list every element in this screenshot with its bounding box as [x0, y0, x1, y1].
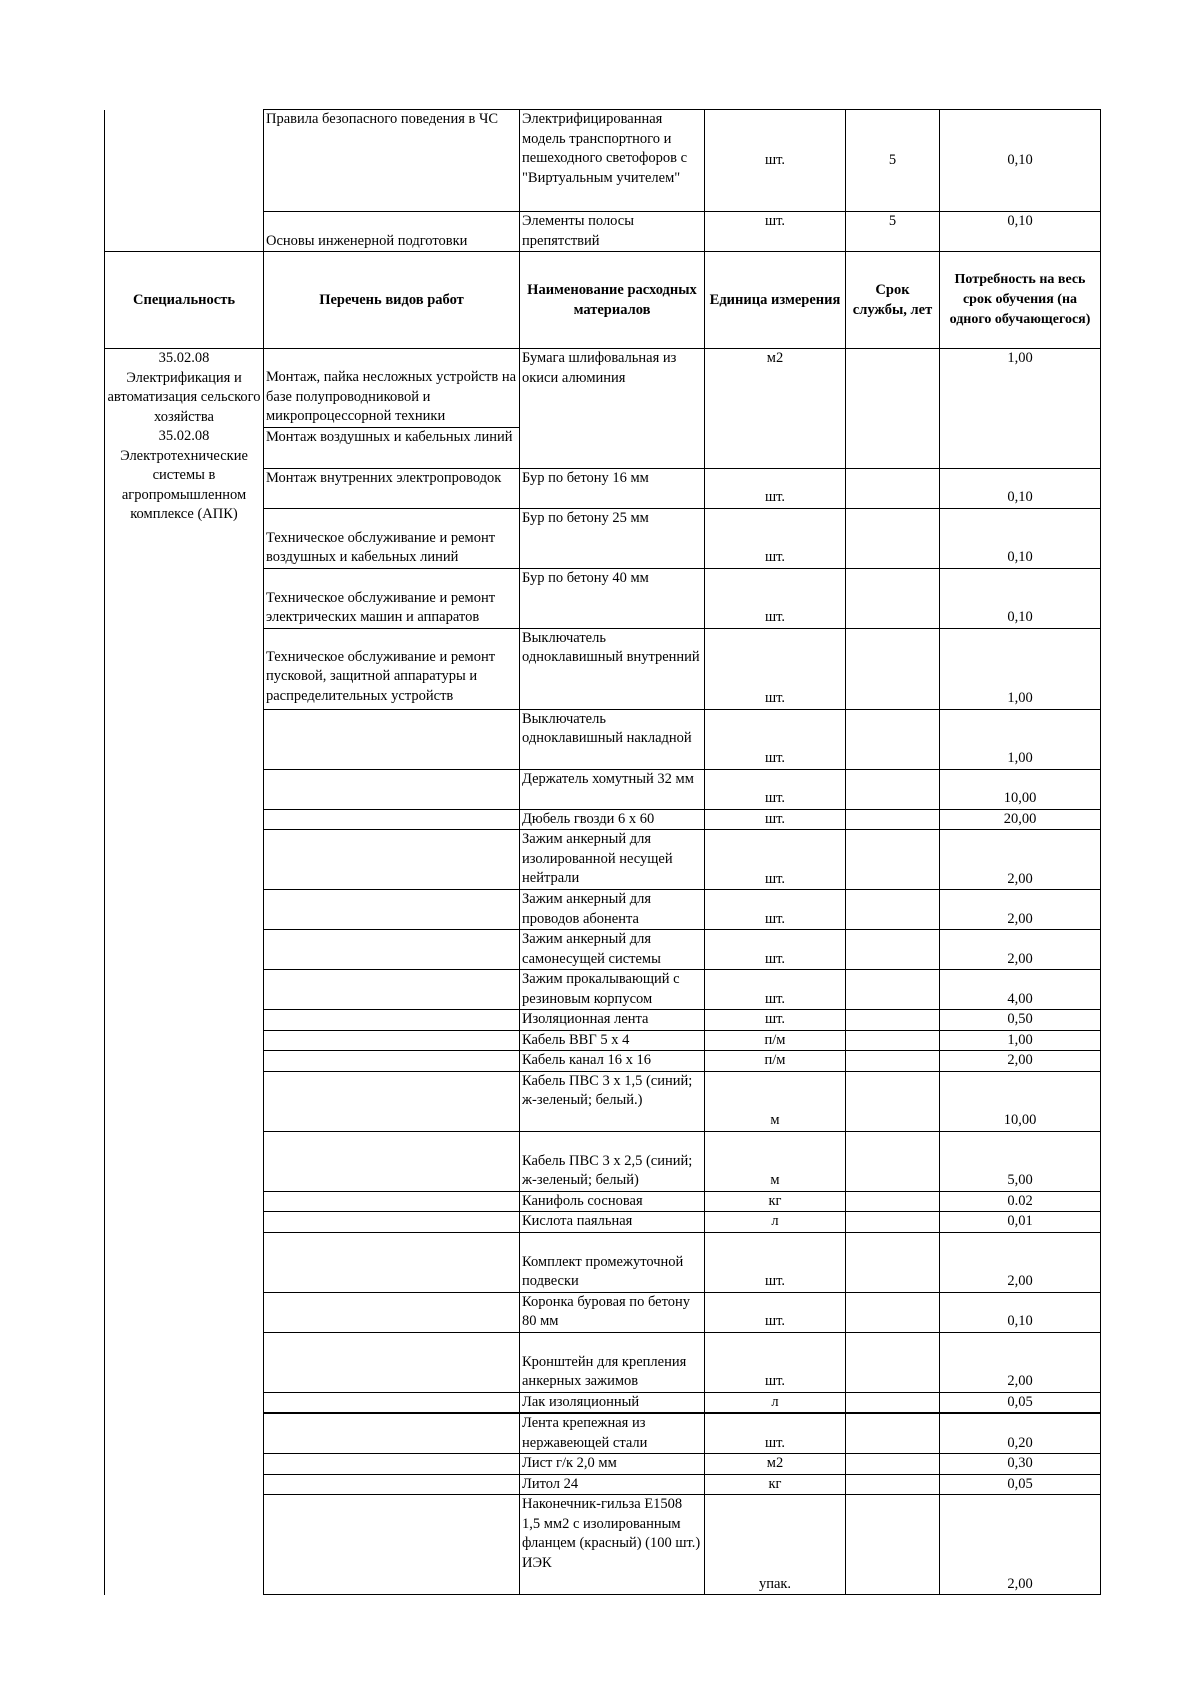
material-cell: Наконечник-гильза Е1508 1,5 мм2 с изолированным фланцем (красный) (100 шт.) ИЭК	[520, 1495, 705, 1595]
material-cell: Бур по бетону 40 мм	[520, 568, 705, 628]
life-cell	[846, 1030, 940, 1051]
unit-cell: шт.	[705, 1292, 846, 1332]
work-cell: Техническое обслуживание и ремонт пусковой, защитной аппаратуры и распределительных устройств	[264, 628, 520, 709]
unit-cell: шт.	[705, 970, 846, 1010]
unit-cell: л	[705, 1392, 846, 1413]
material-cell: Держатель хомутный 32 мм	[520, 769, 705, 809]
life-cell	[846, 628, 940, 709]
work-cell	[264, 1131, 520, 1191]
need-cell: 0,05	[940, 1474, 1101, 1495]
life-cell	[846, 1495, 940, 1595]
specialty-cell	[105, 349, 264, 1595]
need-cell: 0,10	[940, 1292, 1101, 1332]
need-cell: 0,05	[940, 1392, 1101, 1413]
material-cell: Кронштейн для крепления анкерных зажимов	[520, 1332, 705, 1392]
unit-cell: шт.	[705, 1010, 846, 1031]
unit-cell: шт.	[705, 628, 846, 709]
life-cell	[846, 769, 940, 809]
life-cell	[846, 1191, 940, 1212]
material-cell: Кабель ПВС 3 х 2,5 (синий; ж-зеленый; белый)	[520, 1131, 705, 1191]
header-row	[105, 252, 1101, 349]
unit-cell: м2	[705, 349, 846, 469]
work-cell	[264, 809, 520, 830]
material-cell: Зажим прокалывающий с резиновым корпусом	[520, 970, 705, 1010]
unit-cell: м2	[705, 1454, 846, 1475]
life-cell	[846, 568, 940, 628]
life-cell	[846, 349, 940, 469]
unit-cell: шт.	[705, 1413, 846, 1454]
life-cell	[846, 1332, 940, 1392]
material-cell: Электрифицированная модель транспортного и пешеходного светофоров с "Виртуальным учителем"	[520, 110, 705, 212]
unit-cell: шт.	[705, 468, 846, 508]
life-cell	[846, 970, 940, 1010]
material-cell: Лак изоляционный	[520, 1392, 705, 1413]
unit-cell: шт.	[705, 709, 846, 769]
material-cell: Канифоль сосновая	[520, 1191, 705, 1212]
need-cell: 0,10	[940, 110, 1101, 212]
unit-cell: упак.	[705, 1495, 846, 1595]
work-cell	[264, 1392, 520, 1413]
life-cell	[846, 930, 940, 970]
need-cell: 0,01	[940, 1212, 1101, 1233]
need-cell: 0,10	[940, 508, 1101, 568]
work-cell: Правила безопасного поведения в ЧС	[264, 110, 520, 212]
unit-cell: шт.	[705, 110, 846, 212]
specialty-code: 35.02.08	[158, 350, 210, 366]
need-cell: 1,00	[940, 628, 1101, 709]
need-cell: 2,00	[940, 890, 1101, 930]
unit-cell: шт.	[705, 809, 846, 830]
need-cell: 0,10	[940, 468, 1101, 508]
life-cell	[846, 1232, 940, 1292]
work-cell	[264, 1030, 520, 1051]
work-cell	[264, 769, 520, 809]
work-cell	[264, 709, 520, 769]
work-cell	[264, 1010, 520, 1031]
life-cell: 5	[846, 110, 940, 212]
material-cell: Комплект промежуточной подвески	[520, 1232, 705, 1292]
work-cell	[264, 1051, 520, 1072]
unit-cell: п/м	[705, 1051, 846, 1072]
material-cell: Выключатель одноклавишный внутренний	[520, 628, 705, 709]
unit-cell: шт.	[705, 769, 846, 809]
life-cell	[846, 890, 940, 930]
unit-cell: м	[705, 1131, 846, 1191]
unit-cell: шт.	[705, 568, 846, 628]
material-cell: Литол 24	[520, 1474, 705, 1495]
life-cell: 5	[846, 212, 940, 252]
need-cell: 4,00	[940, 970, 1101, 1010]
material-cell: Зажим анкерный для изолированной несущей нейтрали	[520, 830, 705, 890]
material-cell: Коронка буровая по бетону 80 мм	[520, 1292, 705, 1332]
unit-cell: шт.	[705, 508, 846, 568]
unit-cell: шт.	[705, 830, 846, 890]
need-cell: 1,00	[940, 1030, 1101, 1051]
unit-cell: м	[705, 1071, 846, 1131]
work-cell	[264, 1292, 520, 1332]
material-cell: Изоляционная лента	[520, 1010, 705, 1031]
life-cell	[846, 1474, 940, 1495]
need-cell: 0,30	[940, 1454, 1101, 1475]
life-cell	[846, 1131, 940, 1191]
life-cell	[846, 1392, 940, 1413]
unit-cell: л	[705, 1212, 846, 1233]
work-cell	[264, 930, 520, 970]
life-cell	[846, 508, 940, 568]
specialty-name: Электрификация и автоматизация сельского хозяйства	[107, 369, 261, 425]
need-cell: 10,00	[940, 1071, 1101, 1131]
work-cell	[264, 1474, 520, 1495]
work-cell	[264, 1454, 520, 1475]
work-cell: Основы инженерной подготовки	[264, 212, 520, 252]
specialty-name: Электротехнические системы в агропромышленном комплексе (АПК)	[120, 447, 248, 522]
work-cell: Монтаж, пайка несложных устройств на базе полупроводниковой и микропроцессорной техники	[264, 349, 520, 428]
life-cell	[846, 809, 940, 830]
life-cell	[846, 1212, 940, 1233]
work-cell	[264, 1495, 520, 1595]
header-unit: Единица измерения	[705, 252, 846, 349]
life-cell	[846, 709, 940, 769]
work-cell	[264, 970, 520, 1010]
header-works: Перечень видов работ	[264, 252, 520, 349]
need-cell: 2,00	[940, 1051, 1101, 1072]
life-cell	[846, 1454, 940, 1475]
material-cell: Кабель канал 16 х 16	[520, 1051, 705, 1072]
need-cell: 20,00	[940, 809, 1101, 830]
need-cell: 1,00	[940, 349, 1101, 469]
material-cell: Бумага шлифовальная из окиси алюминия	[520, 349, 705, 469]
work-cell: Техническое обслуживание и ремонт воздушных и кабельных линий	[264, 508, 520, 568]
header-materials: Наименование расходных материалов	[520, 252, 705, 349]
need-cell: 2,00	[940, 1495, 1101, 1595]
need-cell: 2,00	[940, 830, 1101, 890]
material-cell: Кабель ПВС 3 х 1,5 (синий; ж-зеленый; белый.)	[520, 1071, 705, 1131]
material-cell: Зажим анкерный для самонесущей системы	[520, 930, 705, 970]
materials-table	[104, 109, 1101, 1595]
material-cell: Элементы полосы препятствий	[520, 212, 705, 252]
need-cell: 0,20	[940, 1413, 1101, 1454]
life-cell	[846, 1051, 940, 1072]
work-cell	[264, 1332, 520, 1392]
unit-cell: шт.	[705, 1332, 846, 1392]
life-cell	[846, 1010, 940, 1031]
life-cell	[846, 1071, 940, 1131]
unit-cell: шт.	[705, 1232, 846, 1292]
life-cell	[846, 468, 940, 508]
unit-cell: шт.	[705, 890, 846, 930]
material-cell: Зажим анкерный для проводов абонента	[520, 890, 705, 930]
material-cell: Бур по бетону 16 мм	[520, 468, 705, 508]
life-cell	[846, 1292, 940, 1332]
unit-cell: шт.	[705, 930, 846, 970]
work-cell	[264, 1232, 520, 1292]
material-cell: Лента крепежная из нержавеющей стали	[520, 1413, 705, 1454]
need-cell: 0,10	[940, 568, 1101, 628]
specialty-code: 35.02.08	[158, 428, 210, 444]
need-cell: 10,00	[940, 769, 1101, 809]
need-cell: 2,00	[940, 1232, 1101, 1292]
material-cell: Кабель ВВГ 5 х 4	[520, 1030, 705, 1051]
need-cell: 5,00	[940, 1131, 1101, 1191]
table-row	[105, 110, 1101, 212]
need-cell: 0,10	[940, 212, 1101, 252]
need-cell: 0,50	[940, 1010, 1101, 1031]
material-cell: Бур по бетону 25 мм	[520, 508, 705, 568]
work-cell	[264, 890, 520, 930]
unit-cell: кг	[705, 1474, 846, 1495]
work-cell	[264, 1071, 520, 1131]
work-cell: Монтаж воздушных и кабельных линий	[264, 427, 520, 468]
specialty-cell-empty	[105, 110, 264, 252]
need-cell: 2,00	[940, 930, 1101, 970]
need-cell: 2,00	[940, 1332, 1101, 1392]
need-cell: 1,00	[940, 709, 1101, 769]
work-cell	[264, 1413, 520, 1454]
unit-cell: п/м	[705, 1030, 846, 1051]
work-cell	[264, 830, 520, 890]
header-need: Потребность на весь срок обучения (на одного обучающегося)	[940, 252, 1101, 349]
material-cell: Выключатель одноклавишный накладной	[520, 709, 705, 769]
material-cell: Кислота паяльная	[520, 1212, 705, 1233]
unit-cell: шт.	[705, 212, 846, 252]
life-cell	[846, 830, 940, 890]
life-cell	[846, 1413, 940, 1454]
header-specialty: Специальность	[105, 252, 264, 349]
work-cell	[264, 1191, 520, 1212]
table-row	[105, 349, 1101, 428]
work-cell: Техническое обслуживание и ремонт электрических машин и аппаратов	[264, 568, 520, 628]
need-cell: 0.02	[940, 1191, 1101, 1212]
material-cell: Дюбель гвозди 6 х 60	[520, 809, 705, 830]
unit-cell: кг	[705, 1191, 846, 1212]
material-cell: Лист г/к 2,0 мм	[520, 1454, 705, 1475]
header-life: Срок службы, лет	[846, 252, 940, 349]
work-cell: Монтаж внутренних электропроводок	[264, 468, 520, 508]
work-cell	[264, 1212, 520, 1233]
